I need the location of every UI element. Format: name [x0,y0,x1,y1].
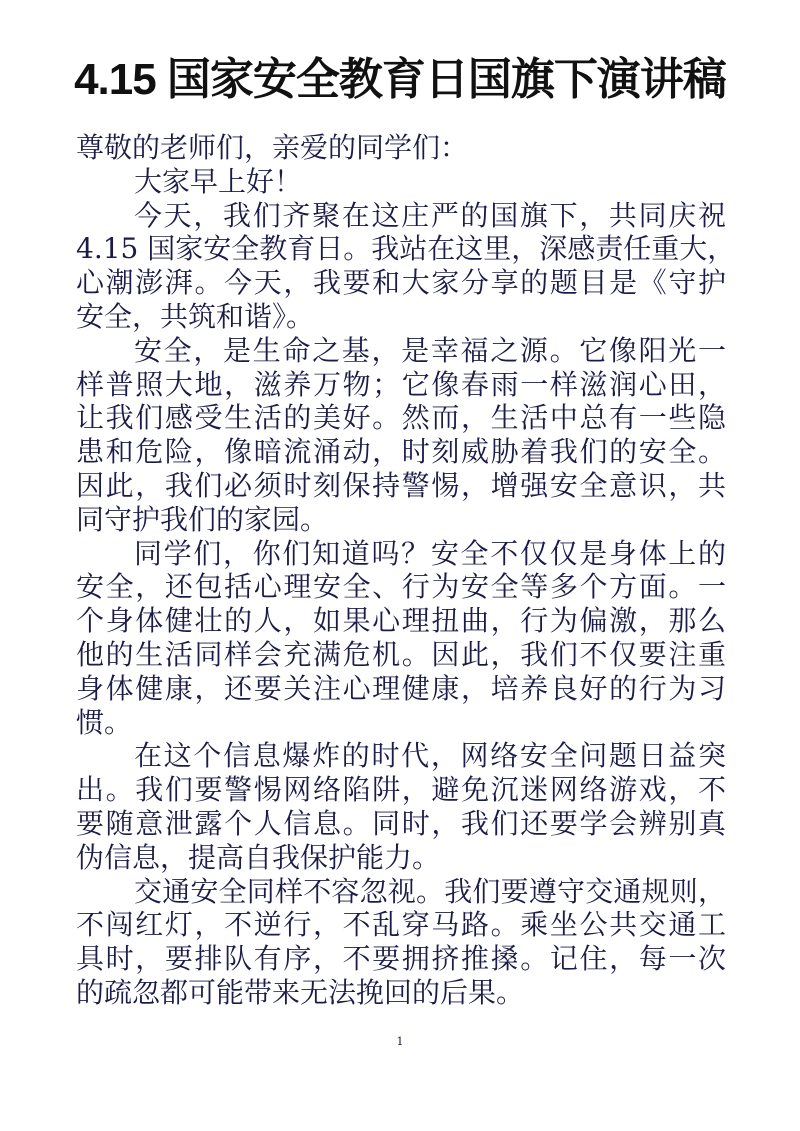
salutation: 尊敬的老师们，亲爱的同学们： [76,131,469,164]
text-line: 安全，共筑和谐》。 [76,299,315,333]
text-line: 要随意泄露个人信息。同时，我们还要学会辨别真 [76,806,726,840]
text-line: 心潮澎湃。今天，我要和大家分享的题目是《守护 [76,266,726,300]
text-line: 惯。 [76,705,133,739]
text-line: 出。我们要警惕网络陷阱，避免沉迷网络游戏，不 [76,773,726,807]
text-line: 的疏忽都可能带来无法挽回的后果。 [76,975,525,1009]
speech-body [76,131,736,1010]
text-line: 安全，是生命之基，是幸福之源。它像阳光一 [134,333,726,367]
page-number: 1 [396,1035,404,1048]
text-line: 因此，我们必须时刻保持警惕，增强安全意识，共 [76,468,726,502]
text-line: 同守护我们的家园。 [76,502,329,536]
text-line: 在这个信息爆炸的时代，网络安全问题日益突 [134,739,726,773]
document-title: 4.15 国家安全教育日国旗下演讲稿 [74,55,726,104]
text-line: 4.15 国家安全教育日。我站在这里，深感责任重大， [76,232,736,266]
paragraph-traffic-safety [76,875,726,1010]
text-line: 具时，要排队有序，不要拥挤推搡。记住，每一次 [76,942,726,976]
text-line: 他的生活同样会充满危机。因此，我们不仅要注重 [76,637,726,671]
text-line: 不闯红灯，不逆行，不乱穿马路。乘坐公共交通工 [76,908,726,942]
text-line: 交通安全同样不容忽视。我们要遵守交通规则， [134,874,726,908]
text-line: 让我们感受生活的美好。然而，生活中总有一些隐 [76,401,726,435]
text-line: 样普照大地，滋养万物；它像春雨一样滋润心田， [76,367,726,401]
text-line: 身体健康，还要关注心理健康，培养良好的行为习 [76,671,726,705]
text-line: 今天，我们齐聚在这庄严的国旗下，共同庆祝 [134,198,726,232]
text-line: 个身体健壮的人，如果心理扭曲，行为偏激，那么 [76,604,726,638]
paragraph-opening [76,198,736,334]
paragraph-safety-foundation [76,334,726,537]
text-line: 患和危险，像暗流涌动，时刻威胁着我们的安全。 [76,435,726,469]
greeting: 大家早上好！ [134,164,303,198]
paragraph-network-safety [76,739,726,874]
text-line: 同学们，你们知道吗？安全不仅仅是身体上的 [134,536,726,570]
paragraph-mental-safety [76,537,726,740]
text-line: 伪信息，提高自我保护能力。 [76,840,441,874]
text-line: 安全，还包括心理安全、行为安全等多个方面。一 [76,570,726,604]
